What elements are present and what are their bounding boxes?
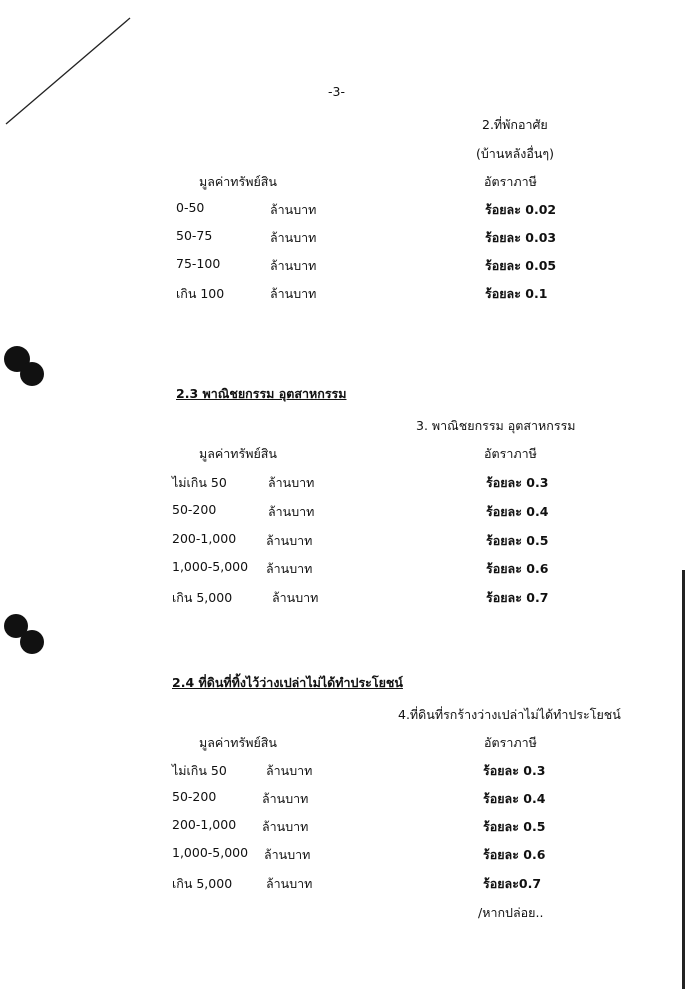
section1-row-range: 0-50 (176, 200, 205, 215)
section1-title-line1: 2.ที่พักอาศัย (482, 117, 548, 132)
section2-right-title: 3. พาณิชยกรรม อุตสาหกรรม (416, 418, 576, 433)
section3-row-unit: ล้านบาท (266, 763, 313, 778)
section1-row-unit: ล้านบาท (270, 202, 317, 217)
section2-row-rate: ร้อยละ 0.5 (486, 533, 549, 548)
section3-row-range: ไม่เกิน 50 (172, 763, 227, 778)
section2-row-range: 50-200 (172, 502, 217, 517)
punch-hole-mark (20, 630, 44, 654)
section1-rate-header: อัตราภาษี (484, 174, 537, 189)
section2-heading: 2.3 พาณิชยกรรม อุตสาหกรรม (176, 386, 347, 401)
section3-row-range: เกิน 5,000 (172, 876, 233, 891)
section3-rate-header: อัตราภาษี (484, 735, 537, 750)
section1-title-line2: (บ้านหลังอื่นๆ) (476, 146, 555, 161)
section1-row-rate: ร้อยละ 0.02 (485, 202, 557, 217)
scan-edge-line (682, 570, 685, 989)
section2-row-range: 200-1,000 (172, 531, 237, 546)
section3-row-range: 1,000-5,000 (172, 845, 249, 860)
section2-row-unit: ล้านบาท (266, 533, 313, 548)
section2-row-unit: ล้านบาท (268, 504, 315, 519)
section2-row-rate: ร้อยละ 0.7 (486, 590, 549, 605)
section2-row-range: ไม่เกิน 50 (172, 475, 227, 490)
section3-row-unit: ล้านบาท (262, 819, 309, 834)
section3-row-rate: ร้อยละ0.7 (483, 876, 542, 891)
section3-row-range: 50-200 (172, 789, 217, 804)
section2-value-header: มูลค่าทรัพย์สิน (199, 446, 277, 461)
section2-row-range: 1,000-5,000 (172, 559, 249, 574)
page-number: -3- (328, 84, 345, 99)
section3-row-rate: ร้อยละ 0.5 (483, 819, 546, 834)
section2-row-unit: ล้านบาท (268, 475, 315, 490)
section1-row-unit: ล้านบาท (270, 258, 317, 273)
section3-row-unit: ล้านบาท (266, 876, 313, 891)
section2-row-rate: ร้อยละ 0.4 (486, 504, 549, 519)
section1-row-unit: ล้านบาท (270, 286, 317, 301)
section3-right-title: 4.ที่ดินที่รกร้างว่างเปล่าไม่ได้ทำประโยชน์ (398, 707, 621, 722)
section2-row-unit: ล้านบาท (272, 590, 319, 605)
section2-rate-header: อัตราภาษี (484, 446, 537, 461)
section3-heading: 2.4 ที่ดินที่ทิ้งไว้ว่างเปล่าไม่ได้ทำประโยชน์ (172, 675, 403, 690)
scan-diagonal-line (0, 0, 140, 130)
section2-row-rate: ร้อยละ 0.6 (486, 561, 549, 576)
section1-row-unit: ล้านบาท (270, 230, 317, 245)
section3-row-rate: ร้อยละ 0.6 (483, 847, 546, 862)
section1-row-rate: ร้อยละ 0.05 (485, 258, 557, 273)
section2-row-range: เกิน 5,000 (172, 590, 233, 605)
section1-row-rate: ร้อยละ 0.1 (485, 286, 548, 301)
section3-row-rate: ร้อยละ 0.3 (483, 763, 546, 778)
section2-row-unit: ล้านบาท (266, 561, 313, 576)
section1-row-range: เกิน 100 (176, 286, 225, 301)
section3-row-range: 200-1,000 (172, 817, 237, 832)
section3-row-unit: ล้านบาท (264, 847, 311, 862)
section3-value-header: มูลค่าทรัพย์สิน (199, 735, 277, 750)
section2-row-rate: ร้อยละ 0.3 (486, 475, 549, 490)
section1-value-header: มูลค่าทรัพย์สิน (199, 174, 277, 189)
section1-row-rate: ร้อยละ 0.03 (485, 230, 557, 245)
punch-hole-mark (20, 362, 44, 386)
section3-row-unit: ล้านบาท (262, 791, 309, 806)
next-page-cue: /หากปล่อย.. (478, 905, 544, 920)
section1-row-range: 50-75 (176, 228, 213, 243)
section1-row-range: 75-100 (176, 256, 221, 271)
section3-row-rate: ร้อยละ 0.4 (483, 791, 546, 806)
